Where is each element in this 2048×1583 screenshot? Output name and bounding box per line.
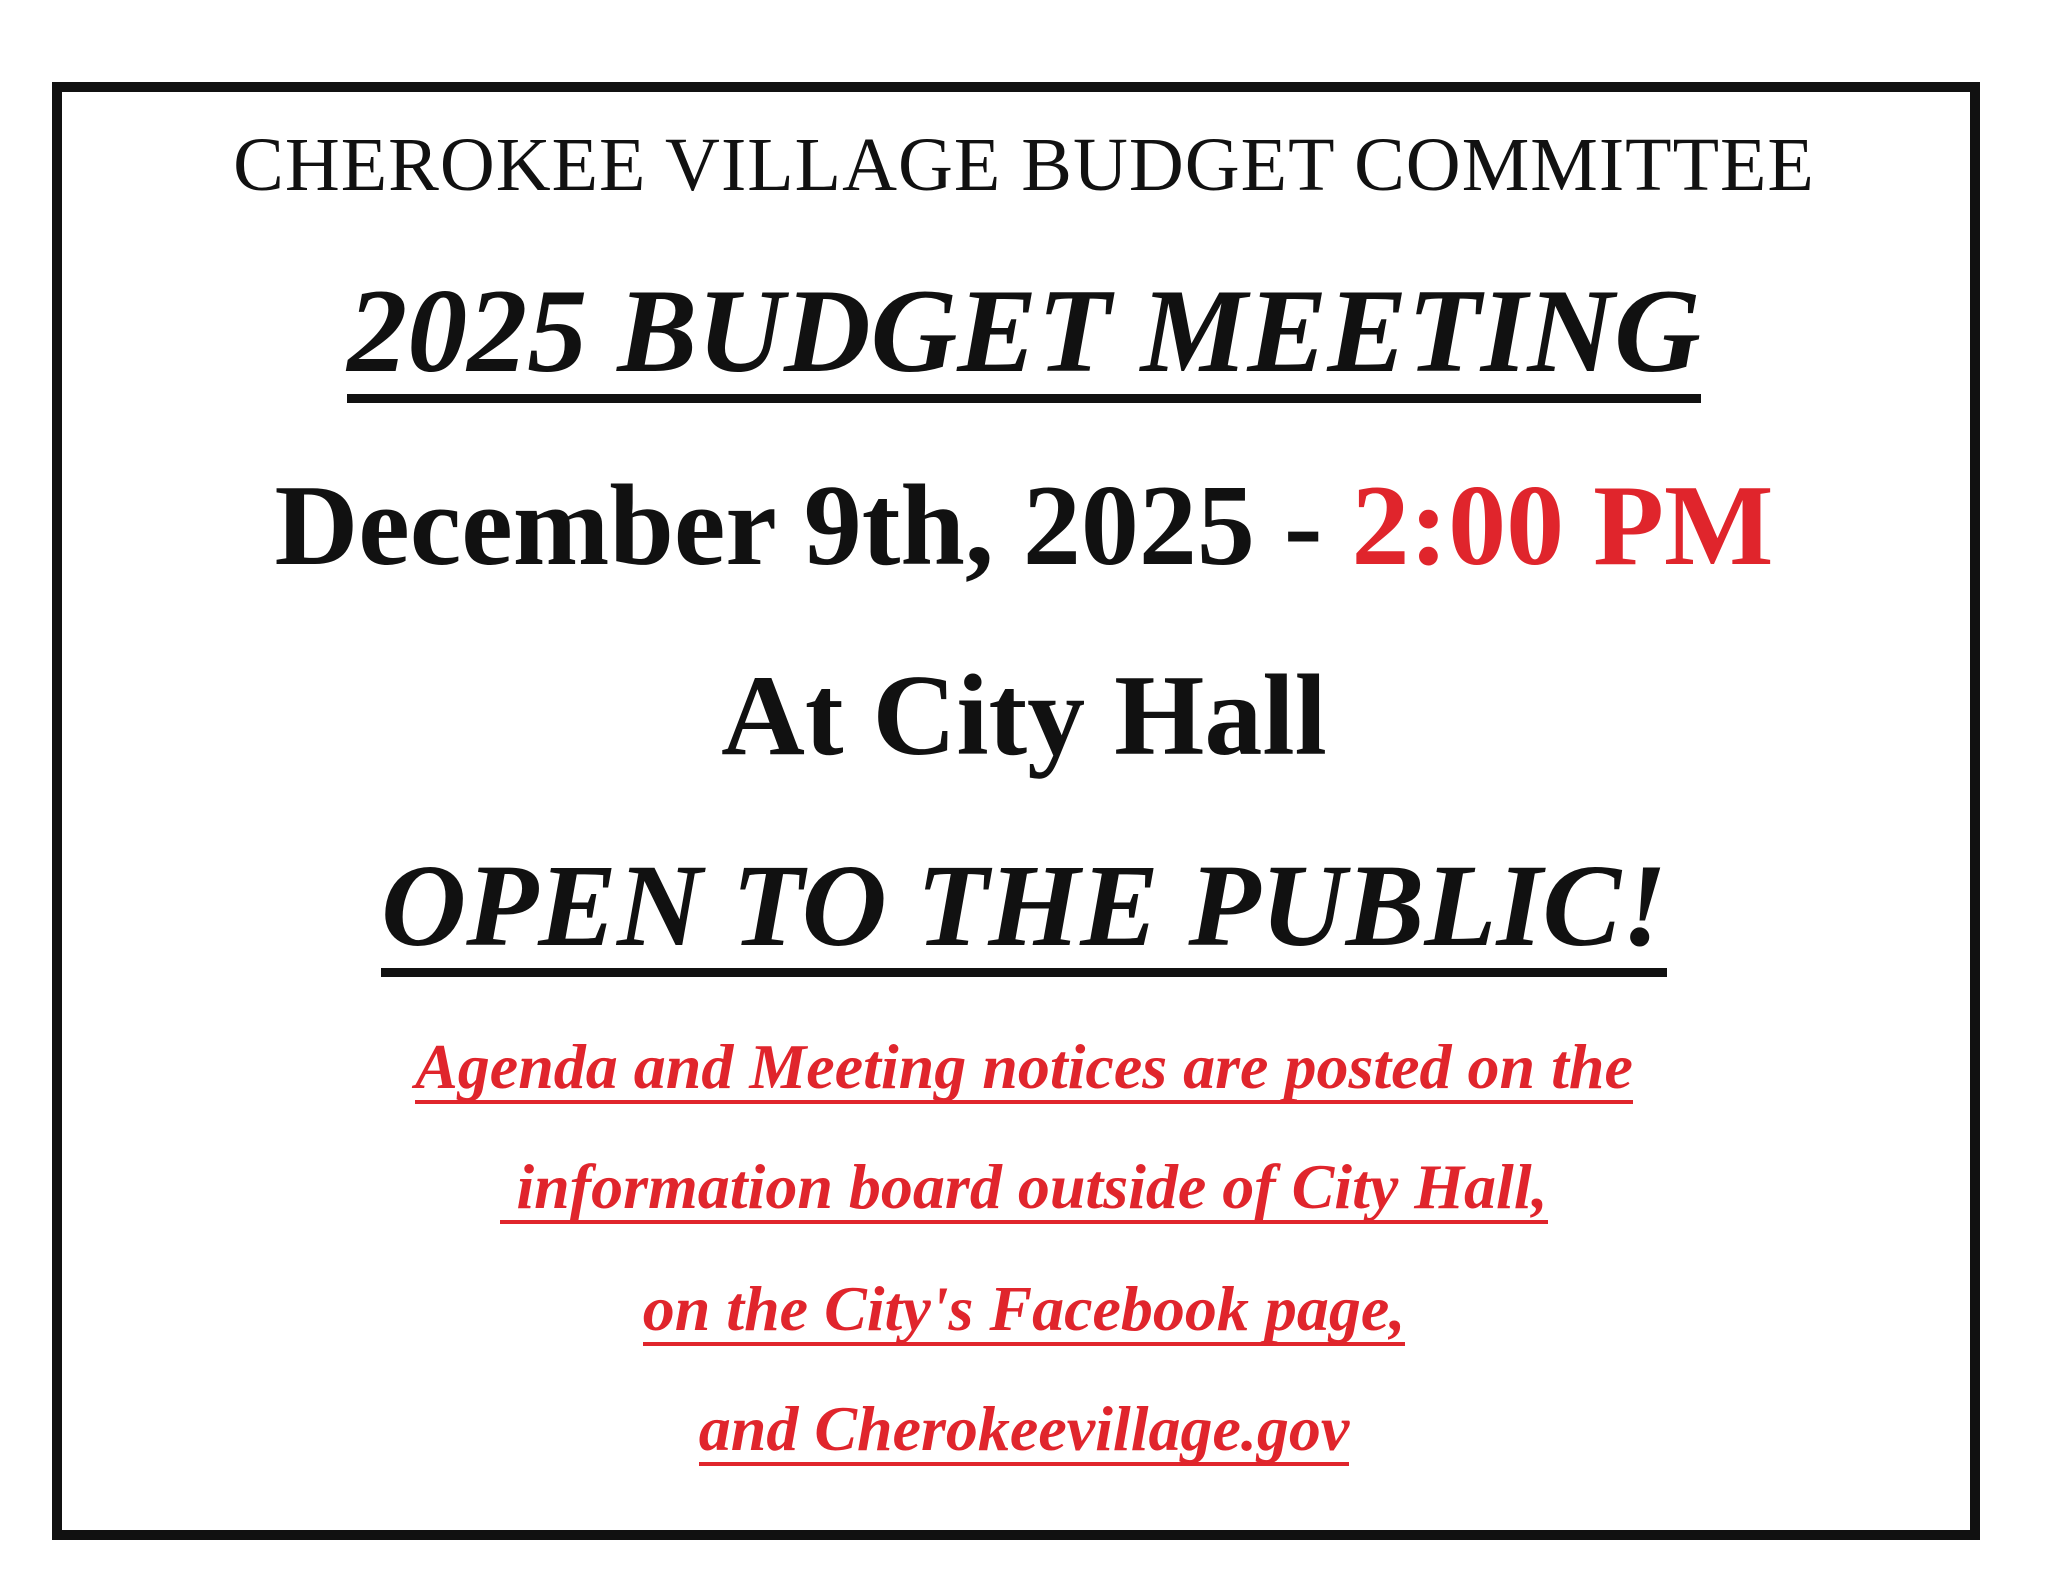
info-line-text: Agenda and Meeting notices are posted on the	[415, 1033, 1633, 1104]
info-line	[0, 1150, 2048, 1224]
meeting-datetime	[0, 460, 2048, 593]
info-line	[0, 1030, 2048, 1104]
info-line	[0, 1272, 2048, 1346]
info-line-text: information board outside of City Hall,	[500, 1153, 1547, 1224]
organization-name: CHEROKEE VILLAGE BUDGET COMMITTEE	[233, 123, 1815, 207]
meeting-heading	[0, 262, 2048, 403]
info-line-text: on the City's Facebook page,	[643, 1275, 1406, 1346]
website-text: and Cherokeevillage.gov	[699, 1395, 1350, 1466]
meeting-location: At City Hall	[721, 652, 1327, 780]
public-notice-text: OPEN TO THE PUBLIC!	[381, 846, 1667, 977]
info-line	[0, 1392, 2048, 1466]
meeting-time: 2:00 PM	[1351, 462, 1774, 590]
meeting-heading-text: 2025 BUDGET MEETING	[347, 270, 1700, 403]
meeting-date: December 9th, 2025 -	[274, 462, 1352, 590]
public-notice	[0, 838, 2048, 977]
